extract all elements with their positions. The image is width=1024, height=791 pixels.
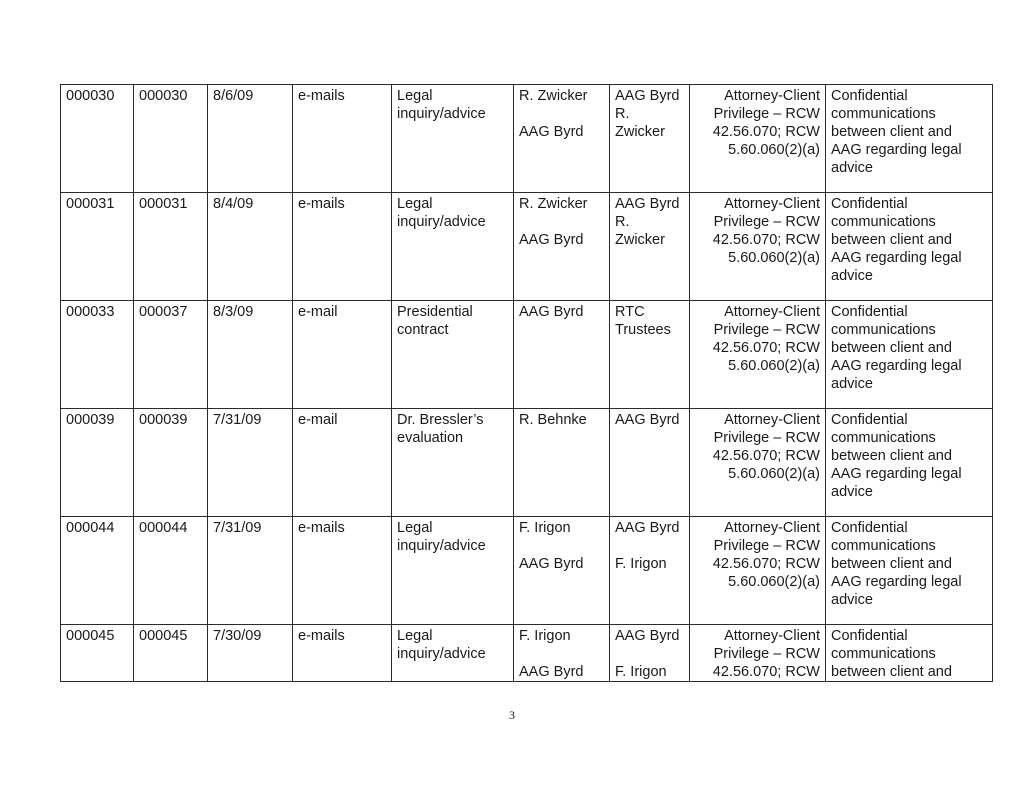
description-line: communications [831, 538, 936, 554]
description-line: between client and [831, 664, 952, 680]
description-line: AAG regarding legal [831, 466, 962, 482]
doc-end-cell: 000030 [134, 85, 208, 193]
line-gap [615, 537, 684, 555]
privilege-line: Attorney-Client [724, 196, 820, 212]
privilege-line: 5.60.060(2)(a) [728, 466, 820, 482]
description-line: advice [831, 376, 873, 392]
line-gap [519, 105, 604, 123]
privilege-line: Privilege – RCW [713, 214, 820, 230]
page-number: 3 [509, 708, 515, 722]
description-cell [826, 85, 993, 193]
privilege-line: 42.56.070; RCW [712, 664, 820, 680]
description-line: Confidential [831, 88, 908, 104]
description-line: AAG regarding legal [831, 574, 962, 590]
privilege-line: Privilege – RCW [713, 322, 820, 338]
description-line: communications [831, 430, 936, 446]
description-line: communications [831, 214, 936, 230]
date-cell: 7/31/09 [208, 517, 293, 625]
subject-line: inquiry/advice [397, 538, 486, 554]
privilege-line: 42.56.070; RCW [712, 124, 820, 140]
privilege-line: 42.56.070; RCW [712, 448, 820, 464]
doc-type-cell: e-mail [293, 301, 392, 409]
privilege-line: 42.56.070; RCW [712, 556, 820, 572]
doc-type-cell: e-mail [293, 409, 392, 517]
privilege-line: Attorney-Client [724, 88, 820, 104]
description-line: Confidential [831, 520, 908, 536]
doc-end-cell: 000044 [134, 517, 208, 625]
subject-line: Dr. Bressler’s [397, 412, 484, 428]
from-line: AAG Byrd [519, 124, 584, 140]
doc-type-cell: e-mails [293, 517, 392, 625]
description-line: communications [831, 646, 936, 662]
description-line: communications [831, 106, 936, 122]
description-line: between client and [831, 340, 952, 356]
subject-line: Legal [397, 628, 433, 644]
table-row [61, 625, 993, 682]
privilege-line: Privilege – RCW [713, 106, 820, 122]
privilege-line: 42.56.070; RCW [712, 340, 820, 356]
to-line: AAG Byrd [615, 88, 680, 104]
subject-cell [392, 85, 514, 193]
to-cell [610, 85, 690, 193]
doc-end-cell: 000037 [134, 301, 208, 409]
from-cell [514, 193, 610, 301]
doc-end-cell: 000031 [134, 193, 208, 301]
line-gap [519, 645, 604, 663]
from-cell [514, 301, 610, 409]
description-line: between client and [831, 448, 952, 464]
subject-cell [392, 301, 514, 409]
subject-line: contract [397, 322, 449, 338]
from-line: AAG Byrd [519, 304, 584, 320]
description-line: between client and [831, 556, 952, 572]
to-line: AAG Byrd [615, 412, 680, 428]
doc-type-cell: e-mails [293, 193, 392, 301]
privilege-cell [690, 193, 826, 301]
privilege-cell [690, 517, 826, 625]
to-line: R. [615, 214, 630, 230]
to-line: RTC [615, 304, 645, 320]
from-line: AAG Byrd [519, 232, 584, 248]
subject-line: evaluation [397, 430, 464, 446]
subject-cell [392, 409, 514, 517]
table-row [61, 517, 993, 625]
table-row [61, 301, 993, 409]
doc-type-cell: e-mails [293, 85, 392, 193]
description-line: Confidential [831, 628, 908, 644]
privilege-line: Attorney-Client [724, 628, 820, 644]
to-cell [610, 301, 690, 409]
privilege-cell [690, 409, 826, 517]
doc-start-cell: 000044 [61, 517, 134, 625]
privilege-line: 5.60.060(2)(a) [728, 574, 820, 590]
date-cell: 7/31/09 [208, 409, 293, 517]
to-line: Trustees [615, 322, 671, 338]
description-cell [826, 517, 993, 625]
from-cell [514, 85, 610, 193]
privilege-line: 5.60.060(2)(a) [728, 250, 820, 266]
privilege-log-body [61, 85, 993, 682]
description-line: Confidential [831, 304, 908, 320]
privilege-cell [690, 301, 826, 409]
date-cell: 8/4/09 [208, 193, 293, 301]
doc-start-cell: 000030 [61, 85, 134, 193]
to-line: F. Irigon [615, 664, 667, 680]
description-line: advice [831, 160, 873, 176]
to-cell [610, 625, 690, 682]
from-line: AAG Byrd [519, 664, 584, 680]
to-line: R. [615, 106, 630, 122]
table-row [61, 409, 993, 517]
from-line: R. Behnke [519, 412, 587, 428]
doc-type-cell: e-mails [293, 625, 392, 682]
table-row [61, 193, 993, 301]
description-line: Confidential [831, 412, 908, 428]
subject-line: Presidential [397, 304, 473, 320]
description-cell [826, 193, 993, 301]
to-line: AAG Byrd [615, 196, 680, 212]
doc-start-cell: 000045 [61, 625, 134, 682]
privilege-line: 42.56.070; RCW [712, 232, 820, 248]
from-line: F. Irigon [519, 520, 571, 536]
subject-line: Legal [397, 196, 433, 212]
to-line: F. Irigon [615, 556, 667, 572]
description-line: AAG regarding legal [831, 142, 962, 158]
to-line: Zwicker [615, 124, 665, 140]
description-line: between client and [831, 124, 952, 140]
privilege-cell [690, 85, 826, 193]
subject-line: Legal [397, 520, 433, 536]
description-cell [826, 409, 993, 517]
to-line: AAG Byrd [615, 520, 680, 536]
doc-end-cell: 000045 [134, 625, 208, 682]
to-cell [610, 409, 690, 517]
date-cell: 7/30/09 [208, 625, 293, 682]
privilege-line: 5.60.060(2)(a) [728, 142, 820, 158]
line-gap [615, 645, 684, 663]
subject-cell [392, 517, 514, 625]
subject-line: inquiry/advice [397, 646, 486, 662]
description-line: AAG regarding legal [831, 250, 962, 266]
from-cell [514, 625, 610, 682]
privilege-line: Attorney-Client [724, 520, 820, 536]
description-cell [826, 301, 993, 409]
to-line: AAG Byrd [615, 628, 680, 644]
doc-start-cell: 000033 [61, 301, 134, 409]
from-cell [514, 517, 610, 625]
line-gap [519, 537, 604, 555]
privilege-line: 5.60.060(2)(a) [728, 358, 820, 374]
from-line: AAG Byrd [519, 556, 584, 572]
privilege-cell [690, 625, 826, 682]
privilege-line: Attorney-Client [724, 412, 820, 428]
line-gap [519, 213, 604, 231]
doc-end-cell: 000039 [134, 409, 208, 517]
doc-start-cell: 000039 [61, 409, 134, 517]
description-line: advice [831, 268, 873, 284]
from-line: F. Irigon [519, 628, 571, 644]
from-line: R. Zwicker [519, 196, 588, 212]
privilege-line: Privilege – RCW [713, 538, 820, 554]
privilege-line: Privilege – RCW [713, 430, 820, 446]
from-line: R. Zwicker [519, 88, 588, 104]
description-line: AAG regarding legal [831, 358, 962, 374]
description-line: advice [831, 592, 873, 608]
subject-cell [392, 625, 514, 682]
date-cell: 8/6/09 [208, 85, 293, 193]
subject-line: Legal [397, 88, 433, 104]
description-line: Confidential [831, 196, 908, 212]
to-cell [610, 517, 690, 625]
doc-start-cell: 000031 [61, 193, 134, 301]
privilege-line: Attorney-Client [724, 304, 820, 320]
subject-line: inquiry/advice [397, 214, 486, 230]
table-row [61, 85, 993, 193]
to-cell [610, 193, 690, 301]
description-line: between client and [831, 232, 952, 248]
subject-line: inquiry/advice [397, 106, 486, 122]
privilege-line: Privilege – RCW [713, 646, 820, 662]
subject-cell [392, 193, 514, 301]
description-cell [826, 625, 993, 682]
privilege-log-table [60, 84, 993, 682]
from-cell [514, 409, 610, 517]
date-cell: 8/3/09 [208, 301, 293, 409]
description-line: communications [831, 322, 936, 338]
description-line: advice [831, 484, 873, 500]
to-line: Zwicker [615, 232, 665, 248]
